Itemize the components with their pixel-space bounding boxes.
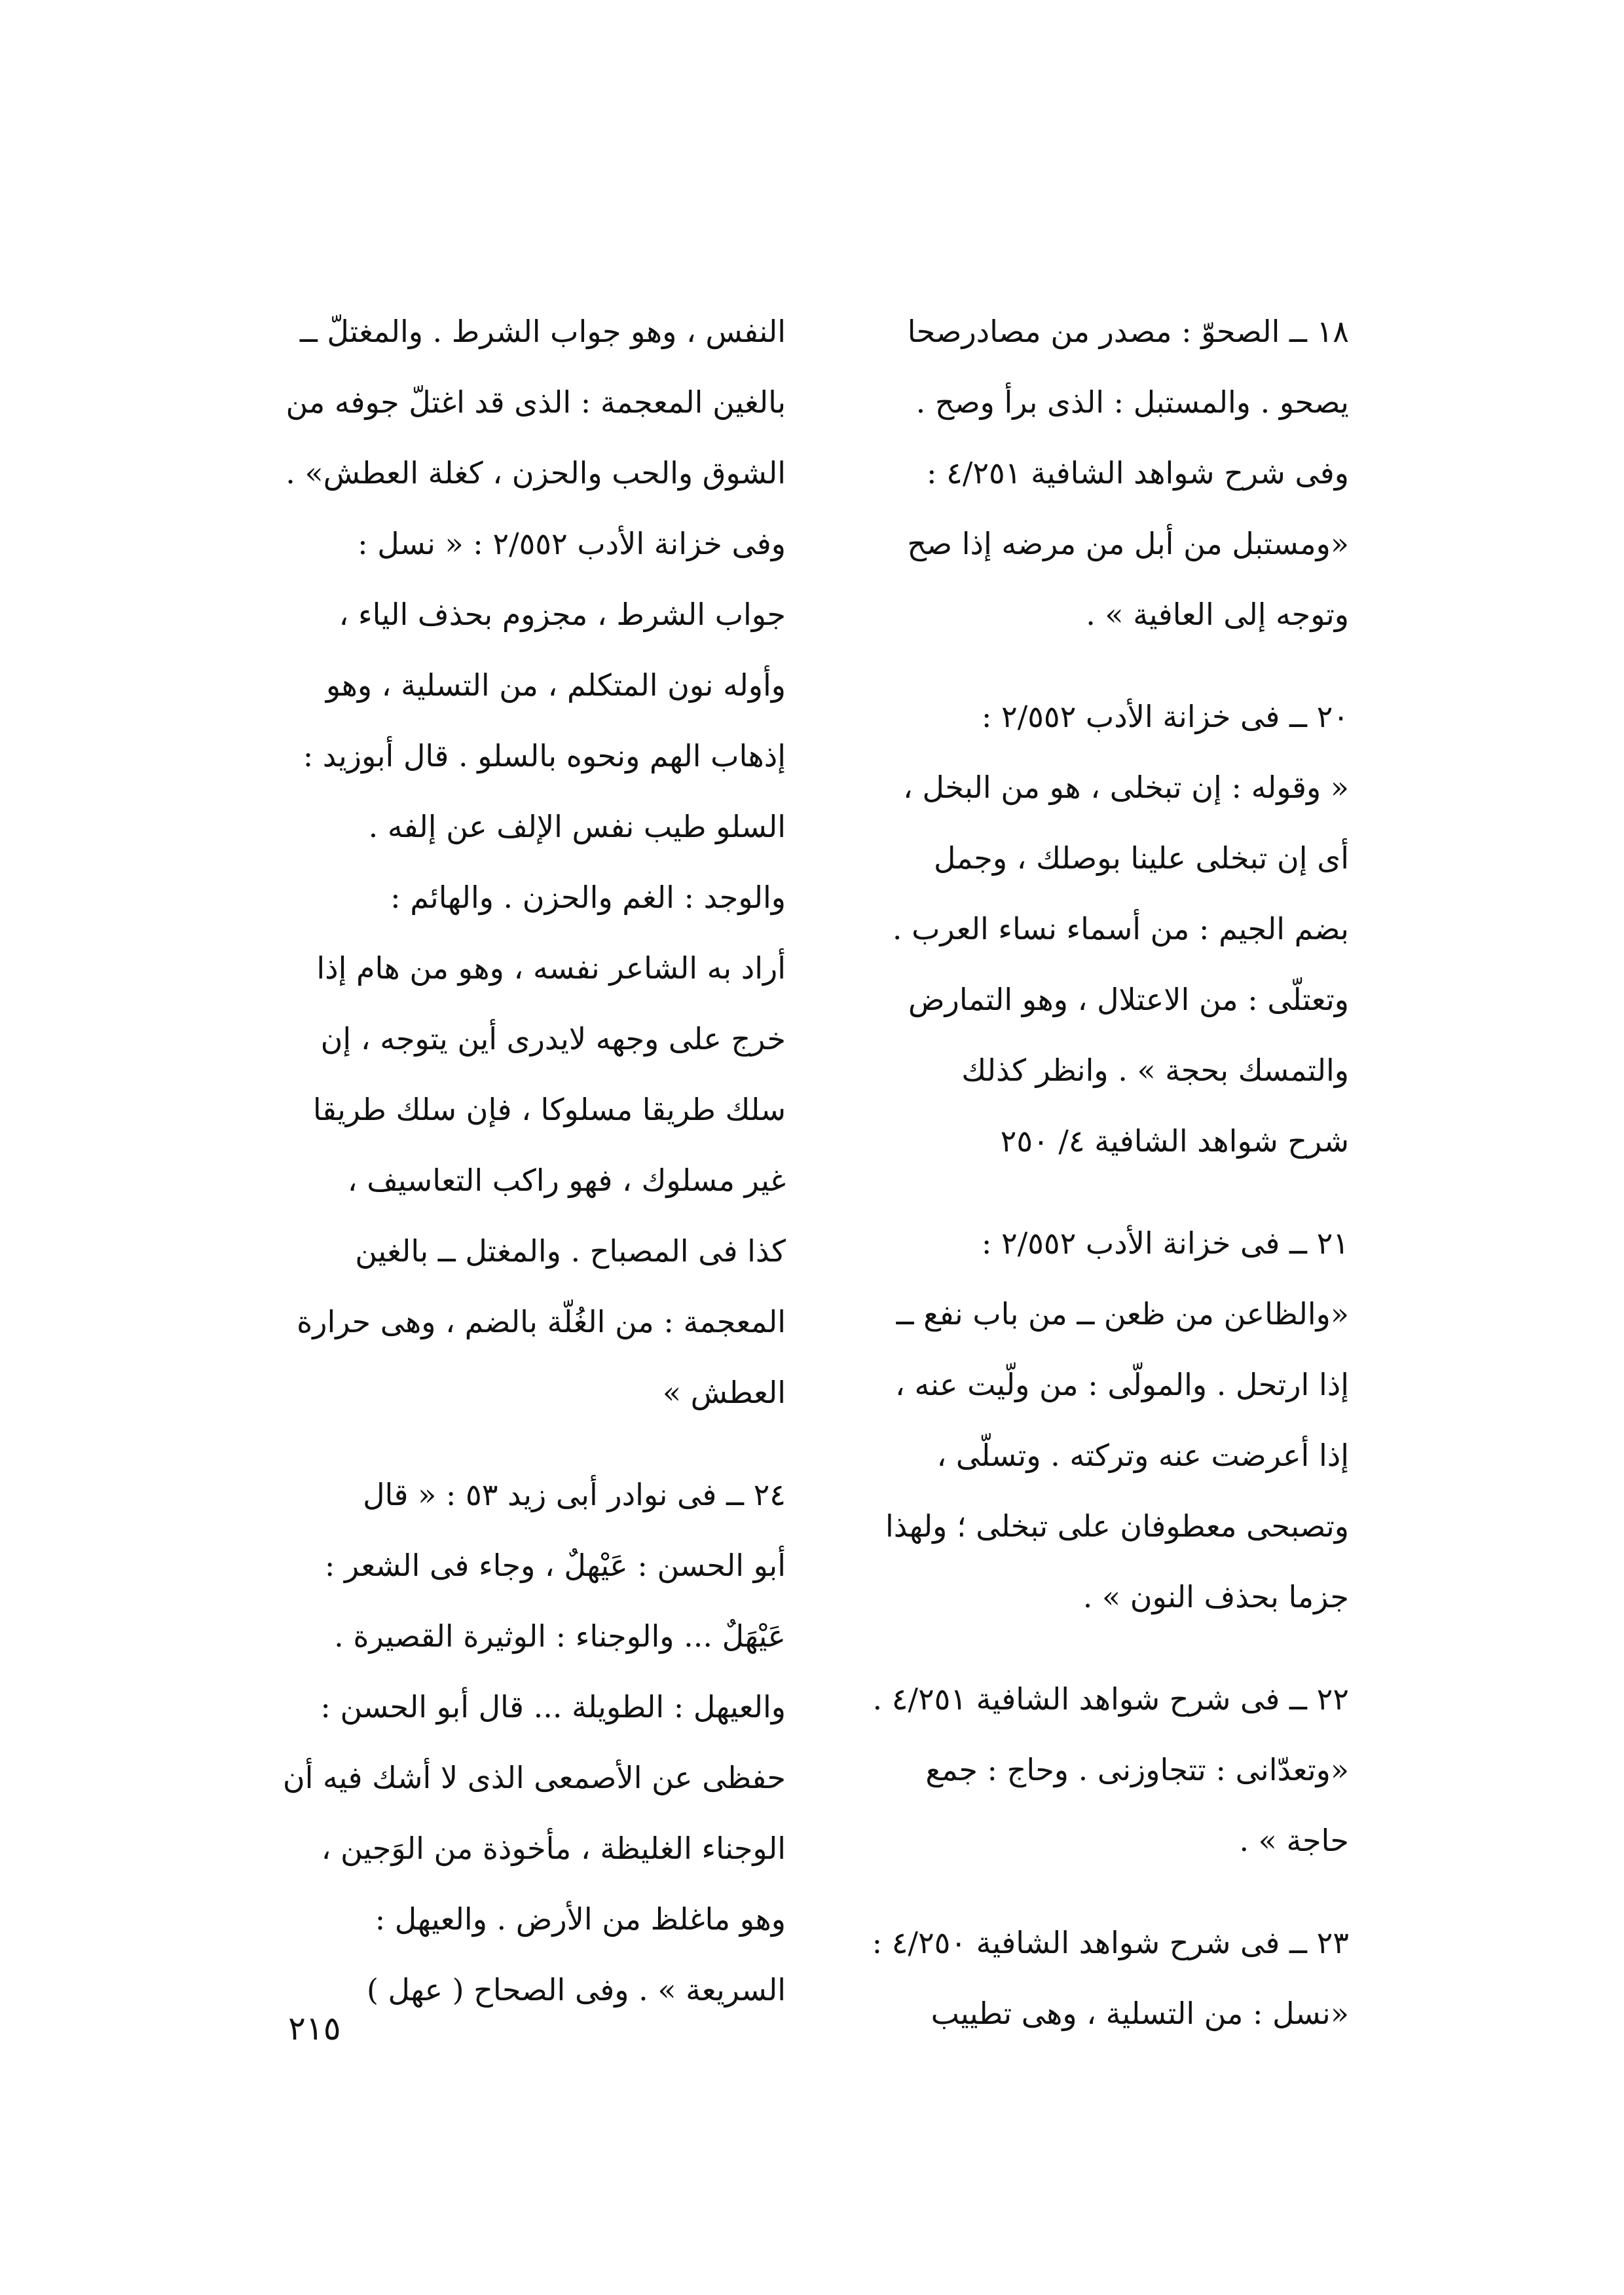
- text-line: بالغين المعجمة : الذى قد اغتلّ جوفه من: [286, 384, 786, 420]
- text-line: وهو ماغلظ من الأرض . والعيهل :: [375, 1901, 786, 1937]
- text-line: «وتعدّانى : تتجاوزنى . وحاج : جمع: [925, 1752, 1349, 1787]
- text-line: شرح شواهد الشافية ٤/ ٢٥٠: [1000, 1123, 1349, 1159]
- text-line: ٢٠ ــ فى خزانة الأدب ٢/٥٥٢ :: [981, 699, 1349, 734]
- text-line: ١٨ ــ الصحوّ : مصدر من مصادرصحا: [907, 314, 1349, 349]
- text-line: وتعتلّى : من الاعتلال ، وهو التمارض: [908, 982, 1349, 1017]
- text-line: إذا أعرضت عنه وتركته . وتسلّى ،: [936, 1438, 1349, 1473]
- text-line: سلك طريقا مسلوكا ، فإن سلك طريقا: [312, 1092, 786, 1127]
- text-line: والعيهل : الطويلة ... قال أبو الحسن :: [320, 1689, 786, 1725]
- text-line: السلو طيب نفس الإلف عن إلفه .: [368, 809, 786, 844]
- text-line: وفى خزانة الأدب ٢/٥٥٢ : « نسل :: [358, 526, 786, 561]
- text-line: العطش »: [662, 1375, 786, 1410]
- text-line: إذهاب الهم ونحوه بالسلو . قال أبوزيد :: [303, 738, 786, 774]
- text-line: حفظى عن الأصمعى الذى لا أشك فيه أن: [282, 1760, 786, 1795]
- text-line: «والظاعن من ظعن ــ من باب نفع ــ: [896, 1296, 1349, 1332]
- left-column: [275, 296, 786, 2025]
- text-line: أبو الحسن : عَيْهلٌ ، وجاء فى الشعر :: [324, 1548, 786, 1583]
- text-line: والتمسك بحجة » . وانظر كذلك: [961, 1053, 1349, 1088]
- text-line: وأوله نون المتكلم ، من التسلية ، وهو: [325, 667, 786, 703]
- note-20: [838, 681, 1349, 1176]
- text-line: ٢١ ــ فى خزانة الأدب ٢/٥٥٢ :: [981, 1225, 1349, 1261]
- page-number: ٢١٥: [288, 2009, 341, 2047]
- text-line: وتوجه إلى العافية » .: [1086, 597, 1349, 632]
- text-line: وفى شرح شواهد الشافية ٤/٢٥١ :: [927, 455, 1349, 491]
- text-line: ٢٤ ــ فى نوادر أبى زيد ٥٣ : « قال: [363, 1477, 786, 1512]
- note-22: [838, 1664, 1349, 1876]
- note-23-continued: [275, 296, 786, 1428]
- text-line: جواب الشرط ، مجزوم بحذف الياء ،: [339, 597, 786, 632]
- text-line: «نسل : من التسلية ، وهى تطييب: [931, 1996, 1349, 2031]
- text-line: خرج على وجهه لايدرى أين يتوجه ، إن: [320, 1021, 786, 1056]
- text-line: والوجد : الغم والحزن . والهائم :: [390, 880, 786, 915]
- text-line: السريعة » . وفى الصحاح ( عهل ): [366, 1972, 786, 2007]
- note-23: [838, 1907, 1349, 2049]
- text-line: أى إن تبخلى علينا بوصلك ، وجمل: [933, 840, 1349, 876]
- text-line: «ومستبل من أبل من مرضه إذا صح: [907, 526, 1349, 561]
- text-line: ٢٣ ــ فى شرح شواهد الشافية ٤/٢٥٠ :: [872, 1925, 1349, 1960]
- text-line: وتصبحى معطوفان على تبخلى ؛ ولهذا: [885, 1508, 1349, 1544]
- text-line: النفس ، وهو جواب الشرط . والمغتلّ ــ: [299, 314, 786, 349]
- note-21: [838, 1208, 1349, 1632]
- text-line: عَيْهَلٌ ... والوجناء : الوثيرة القصيرة .: [334, 1618, 786, 1654]
- text-line: إذا ارتحل . والمولّى : من ولّيت عنه ،: [895, 1367, 1349, 1402]
- text-line: « وقوله : إن تبخلى ، هو من البخل ،: [903, 770, 1349, 805]
- text-line: المعجمة : من الغُلّة بالضم ، وهى حرارة: [297, 1304, 786, 1339]
- text-line: يصحو . والمستبل : الذى برأ وصح .: [915, 384, 1349, 420]
- note-18: [838, 296, 1349, 650]
- text-line: جزما بحذف النون » .: [1082, 1579, 1349, 1614]
- text-line: غير مسلوك ، فهو راكب التعاسيف ،: [347, 1163, 786, 1198]
- text-line: الشوق والحب والحزن ، كغلة العطش» .: [286, 455, 786, 491]
- text-line: حاجة » .: [1239, 1823, 1349, 1858]
- text-line: كذا فى المصباح . والمغتل ــ بالغين: [355, 1233, 786, 1269]
- text-line: ٢٢ ــ فى شرح شواهد الشافية ٤/٢٥١ .: [872, 1681, 1349, 1717]
- note-24: [275, 1459, 786, 2025]
- text-line: أراد به الشاعر نفسه ، وهو من هام إذا: [316, 950, 786, 986]
- text-line: الوجناء الغليظة ، مأخوذة من الوَجين ،: [321, 1831, 786, 1866]
- text-line: بضم الجيم : من أسماء نساء العرب .: [892, 911, 1349, 946]
- right-column: [838, 296, 1349, 2049]
